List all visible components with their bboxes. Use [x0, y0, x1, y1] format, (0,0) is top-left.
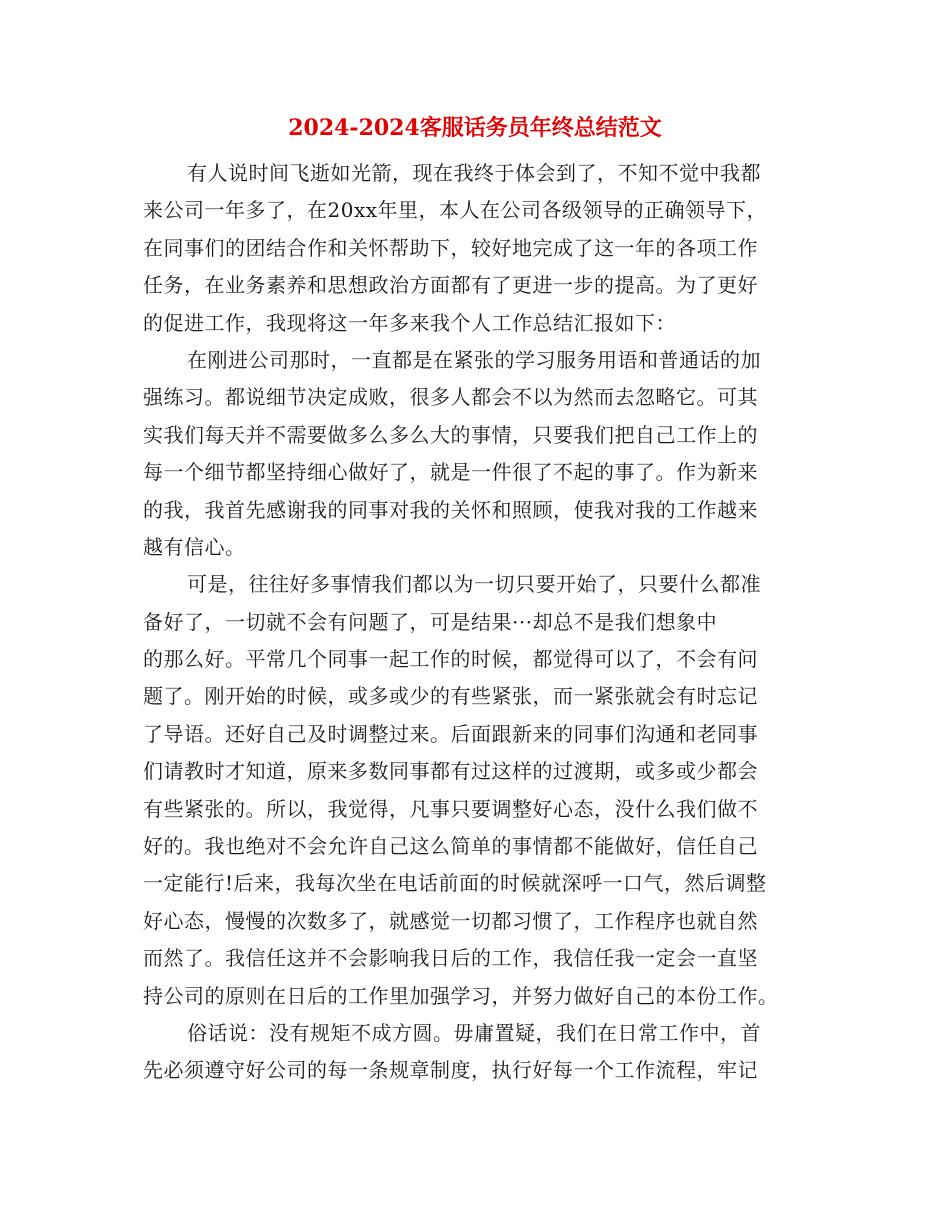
- paragraph-line: 好心态，慢慢的次数多了，就感觉一切都习惯了，工作程序也就自然: [143, 908, 758, 933]
- paragraph-line: 实我们每天并不需要做多么多么大的事情，只要我们把自己工作上的: [143, 422, 758, 447]
- paragraph-line: 在同事们的团结合作和关怀帮助下，较好地完成了这一年的各项工作: [143, 235, 758, 260]
- page-title: 2024-2024客服话务员年终总结范文: [288, 115, 662, 141]
- document-body: [143, 155, 793, 1090]
- paragraph-line: 好的。我也绝对不会允许自己这么简单的事情都不能做好，信任自己: [143, 834, 758, 859]
- paragraph-line: 备好了，一切就不会有问题了，可是结果···却总不是我们想象中: [143, 609, 718, 634]
- paragraph-line: 先必须遵守好公司的每一条规章制度，执行好每一个工作流程，牢记: [143, 1058, 758, 1083]
- paragraph-line: 的促进工作，我现将这一年多来我个人工作总结汇报如下：: [143, 310, 676, 335]
- paragraph-line: 任务，在业务素养和思想政治方面都有了更进一步的提高。为了更好: [143, 273, 758, 298]
- paragraph-line: 有人说时间飞逝如光箭，现在我终于体会到了，不知不觉中我都: [187, 161, 761, 185]
- paragraph-line: 一定能行!后来，我每次坐在电话前面的时候就深呼一口气，然后调整: [143, 871, 767, 896]
- paragraph-line: 的那么好。平常几个同事一起工作的时候，都觉得可以了，不会有问: [143, 647, 758, 672]
- paragraph-line: 题了。刚开始的时候，或多或少的有些紧张，而一紧张就会有时忘记: [143, 684, 758, 709]
- paragraph-line: 有些紧张的。所以，我觉得，凡事只要调整好心态，没什么我们做不: [143, 796, 758, 821]
- paragraph-line: 的我，我首先感谢我的同事对我的关怀和照顾，使我对我的工作越来: [143, 497, 758, 522]
- paragraph-line: 俗话说：没有规矩不成方圆。毋庸置疑，我们在日常工作中，首: [187, 1020, 761, 1045]
- paragraph-line: 可是，往往好多事情我们都以为一切只要开始了，只要什么都准: [187, 572, 761, 597]
- paragraph-line: 来公司一年多了，在20xx年里，本人在公司各级领导的正确领导下，: [143, 198, 768, 223]
- paragraph-line: 持公司的原则在日后的工作里加强学习，并努力做好自己的本份工作。: [143, 983, 779, 1008]
- paragraph-line: 强练习。都说细节决定成败，很多人都会不以为然而去忽略它。可其: [143, 385, 758, 410]
- paragraph-line: 在刚进公司那时，一直都是在紧张的学习服务用语和普通话的加: [187, 347, 761, 372]
- paragraph-line: 越有信心。: [143, 534, 246, 559]
- paragraph-line: 而然了。我信任这并不会影响我日后的工作，我信任我一定会一直坚: [143, 946, 758, 971]
- paragraph-line: 们请教时才知道，原来多数同事都有过这样的过渡期，或多或少都会: [143, 759, 758, 784]
- paragraph-line: 了导语。还好自己及时调整过来。后面跟新来的同事们沟通和老同事: [143, 721, 758, 746]
- paragraph-line: 每一个细节都坚持细心做好了，就是一件很了不起的事了。作为新来: [143, 460, 758, 485]
